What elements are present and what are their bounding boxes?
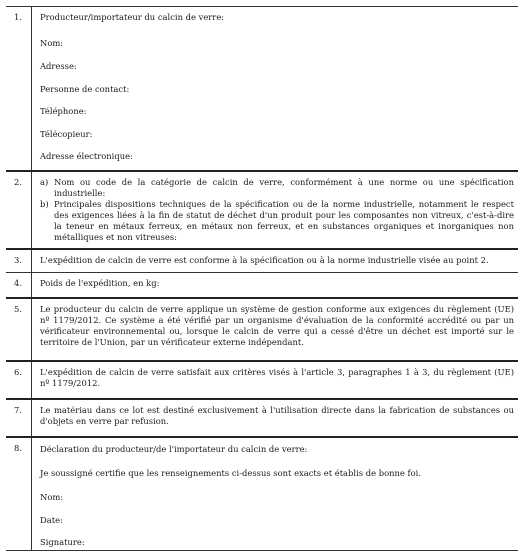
row-number-cell bbox=[6, 7, 32, 170]
field-fax: Télécopieur: bbox=[40, 129, 93, 139]
form-row-7 bbox=[6, 398, 518, 436]
row-number-cell bbox=[6, 438, 32, 550]
row-number: 8. bbox=[14, 443, 22, 453]
row-text: L'expédition de calcin de verre est conforme à la spécification ou à la norme industrielle visée au point 2. bbox=[40, 255, 489, 265]
row-number: 4. bbox=[14, 278, 22, 288]
row-number: 2. bbox=[14, 177, 22, 187]
form-row-2 bbox=[6, 170, 518, 248]
row-number: 6. bbox=[14, 367, 22, 377]
form-row-4 bbox=[6, 272, 518, 297]
field-address: Adresse: bbox=[40, 61, 77, 71]
item-a-marker: a) bbox=[40, 177, 49, 187]
row-text: Le producteur du calcin de verre applique un système de gestion conforme aux exigences du règlement (UE) nº 1179/2012. Ce système a été vérifié par un organisme d'évaluation de la conformité accrédité ou par un vérificateur environnemental ou, lorsque le calcin de verre qui a cessé d'être un déchet est importé sur le territoire de l'Union, par un vérificateur externe indépendant. bbox=[40, 304, 514, 347]
field-name: Nom: bbox=[40, 492, 64, 502]
form-row-8 bbox=[6, 436, 518, 550]
row-number: 1. bbox=[14, 12, 22, 22]
form-row-3 bbox=[6, 248, 518, 272]
row-content bbox=[32, 438, 518, 552]
field-signature: Signature: bbox=[40, 537, 85, 547]
row-content bbox=[32, 299, 518, 362]
item-b-text: Principales dispositions techniques de la spécification ou de la norme industrielle, notamment le respect des exigences liées à la fin de statut de déchet d'un produit pour les composantes non vitreux, c'est-à-dire la teneur en métaux ferreux, en métaux non ferreux, et en substances organiques et inorganiques non métalliques et non vitreuses: bbox=[54, 199, 514, 242]
declaration-statement: Je soussigné certifie que les renseignements ci-dessus sont exacts et établis de bonne foi. bbox=[40, 468, 422, 478]
row-number: 5. bbox=[14, 304, 22, 314]
row-number-cell bbox=[6, 299, 32, 360]
row-content bbox=[32, 400, 518, 438]
row-number-cell bbox=[6, 172, 32, 248]
field-telephone: Téléphone: bbox=[40, 106, 87, 116]
field-contact-person: Personne de contact: bbox=[40, 84, 130, 94]
form-row-6 bbox=[6, 360, 518, 398]
field-date: Date: bbox=[40, 515, 63, 525]
row-number-cell bbox=[6, 273, 32, 297]
row-number-cell bbox=[6, 400, 32, 436]
row-number: 3. bbox=[14, 255, 22, 265]
row-content bbox=[32, 250, 518, 274]
table-bottom-border bbox=[6, 550, 518, 551]
section-title: Producteur/importateur du calcin de verre: bbox=[40, 12, 225, 22]
form-row-5 bbox=[6, 297, 518, 360]
form-row-1 bbox=[6, 6, 518, 170]
row-text: Le matériau dans ce lot est destiné exclusivement à l'utilisation directe dans la fabrication de substances ou d'objets en verre par refusion. bbox=[40, 405, 514, 426]
row-number: 7. bbox=[14, 405, 22, 415]
row-text: L'expédition de calcin de verre satisfait aux critères visés à l'article 3, paragraphes 1 à 3, du règlement (UE) nº 1179/2012. bbox=[40, 367, 514, 388]
row-content bbox=[32, 362, 518, 400]
section-title: Déclaration du producteur/de l'importateur du calcin de verre: bbox=[40, 444, 308, 454]
item-b-marker: b) bbox=[40, 199, 49, 209]
row-text: Poids de l'expédition, en kg: bbox=[40, 278, 160, 288]
row-content bbox=[32, 172, 518, 250]
field-email: Adresse électronique: bbox=[40, 151, 133, 161]
field-name: Nom: bbox=[40, 38, 64, 48]
row-content bbox=[32, 273, 518, 298]
row-number-cell bbox=[6, 362, 32, 398]
item-a-text: Nom ou code de la catégorie de calcin de verre, conformément à une norme ou une spécification industrielle: bbox=[54, 177, 514, 198]
row-number-cell bbox=[6, 250, 32, 272]
row-content bbox=[32, 7, 518, 171]
